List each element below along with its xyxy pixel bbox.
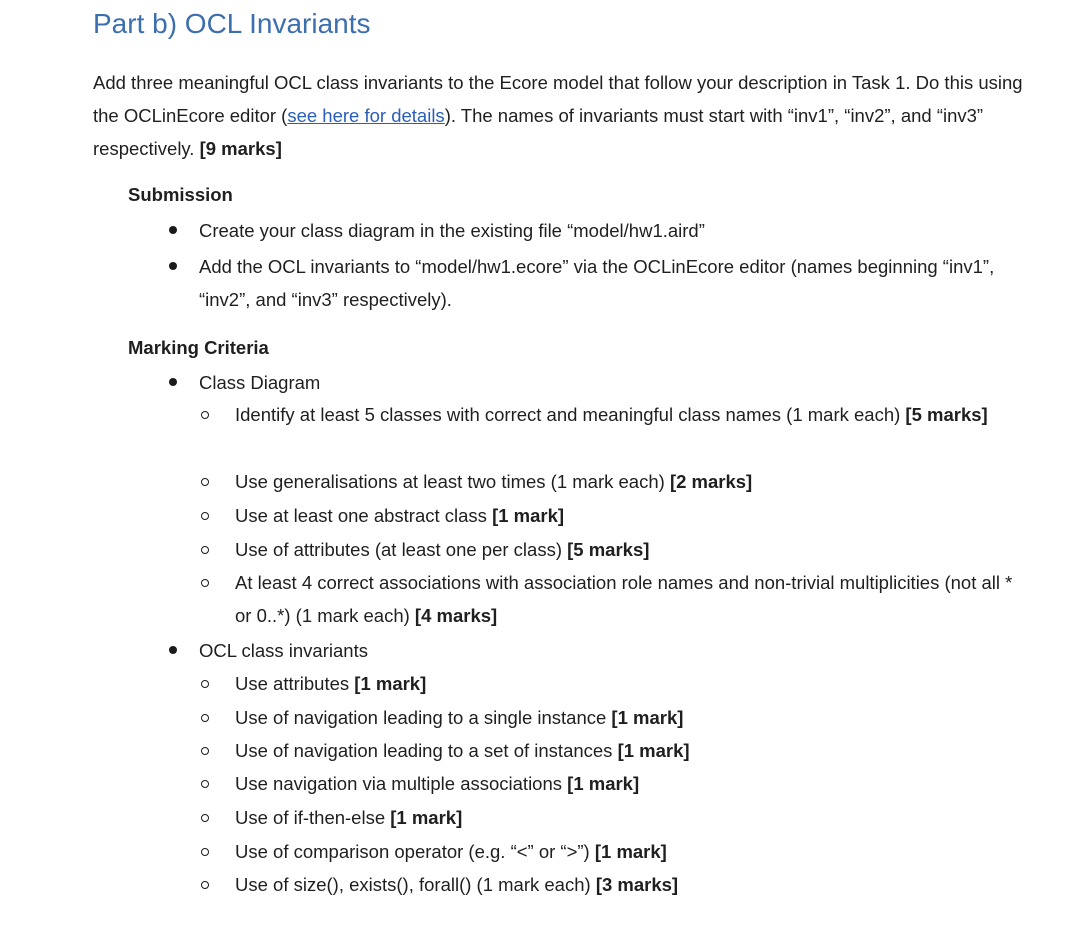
circle-bullet-icon <box>201 814 209 822</box>
criteria-text: Use of navigation leading to a single instance <box>235 707 612 728</box>
criteria-marks: [5 marks] <box>567 539 650 560</box>
circle-bullet-icon <box>201 579 209 587</box>
criteria-marks: [1 mark] <box>492 505 565 526</box>
criteria-text: Use of size(), exists(), forall() (1 mark each) <box>235 874 596 895</box>
criteria-item <box>235 767 1025 800</box>
criteria-item <box>235 499 1025 532</box>
intro-text-1: Add three meaningful OCL class invariants to the Ecore model that follow your description in Task 1. Do this using the OCLinEcore editor ( <box>93 72 1023 126</box>
criteria-text: Use attributes <box>235 673 355 694</box>
criteria-item <box>235 868 1025 901</box>
intro-marks: [9 marks] <box>199 138 282 159</box>
bullet-icon <box>169 378 177 386</box>
submission-item-2: Add the OCL invariants to “model/hw1.ecore” via the OCLinEcore editor (names beginning “inv1”, “inv2”, and “inv3” respectively). <box>199 256 995 310</box>
circle-bullet-icon <box>201 680 209 688</box>
circle-bullet-icon <box>201 478 209 486</box>
bullet-icon <box>169 262 177 270</box>
criteria-marks: [1 mark] <box>567 773 640 794</box>
criteria-marks: [4 marks] <box>414 605 498 626</box>
criteria-item <box>235 835 1025 868</box>
criteria-item <box>235 801 1025 834</box>
criteria-item <box>235 734 1025 767</box>
criteria-text: Use of attributes (at least one per class) <box>235 539 568 560</box>
criteria-item <box>235 701 1025 734</box>
circle-bullet-icon <box>201 546 209 554</box>
class-diagram-label: Class Diagram <box>199 372 321 393</box>
criteria-text: Use generalisations at least two times (1 mark each) <box>235 471 670 492</box>
criteria-marks: [1 mark] <box>390 807 463 828</box>
bullet-icon <box>169 226 177 234</box>
criteria-item <box>235 398 1025 431</box>
criteria-marks: [3 marks] <box>595 874 679 895</box>
page-title: Part b) OCL Invariants <box>93 8 371 39</box>
criteria-marks: [1 mark] <box>354 673 427 694</box>
criteria-item <box>235 667 1025 700</box>
criteria-item <box>235 533 1025 566</box>
criteria-marks: [5 marks] <box>905 404 988 425</box>
criteria-text: Use navigation via multiple associations <box>235 773 568 794</box>
circle-bullet-icon <box>201 512 209 520</box>
intro-text-2: ). The names of invariants must start with “inv1”, “inv2”, and “inv3” respectively. <box>93 105 984 159</box>
criteria-text: Use of if-then-else <box>235 807 391 828</box>
criteria-text: At least 4 correct associations with association role names and non-trivial multiplicities (not all * or 0..*) (1 mark each) <box>235 572 1013 626</box>
ocl-invariants-label: OCL class invariants <box>199 640 368 661</box>
circle-bullet-icon <box>201 411 209 419</box>
criteria-marks: [1 mark] <box>594 841 667 862</box>
circle-bullet-icon <box>201 747 209 755</box>
circle-bullet-icon <box>201 780 209 788</box>
criteria-text: Use of navigation leading to a set of instances <box>235 740 618 761</box>
criteria-text: Use of comparison operator (e.g. “<” or “>”) <box>235 841 595 862</box>
marking-criteria-heading: Marking Criteria <box>128 337 269 358</box>
criteria-marks: [2 marks] <box>669 471 753 492</box>
criteria-marks: [1 mark] <box>617 740 690 761</box>
criteria-text: Identify at least 5 classes with correct and meaningful class names (1 mark each) <box>235 404 906 425</box>
details-link[interactable]: see here for details <box>287 105 445 126</box>
criteria-marks: [1 mark] <box>611 707 684 728</box>
criteria-text: Use at least one abstract class <box>235 505 493 526</box>
circle-bullet-icon <box>201 848 209 856</box>
submission-item-1: Create your class diagram in the existing file “model/hw1.aird” <box>199 220 705 241</box>
criteria-item <box>235 465 1025 498</box>
submission-heading: Submission <box>128 184 233 205</box>
circle-bullet-icon <box>201 714 209 722</box>
bullet-icon <box>169 646 177 654</box>
intro-paragraph <box>93 66 1053 165</box>
circle-bullet-icon <box>201 881 209 889</box>
criteria-item <box>235 566 1025 632</box>
